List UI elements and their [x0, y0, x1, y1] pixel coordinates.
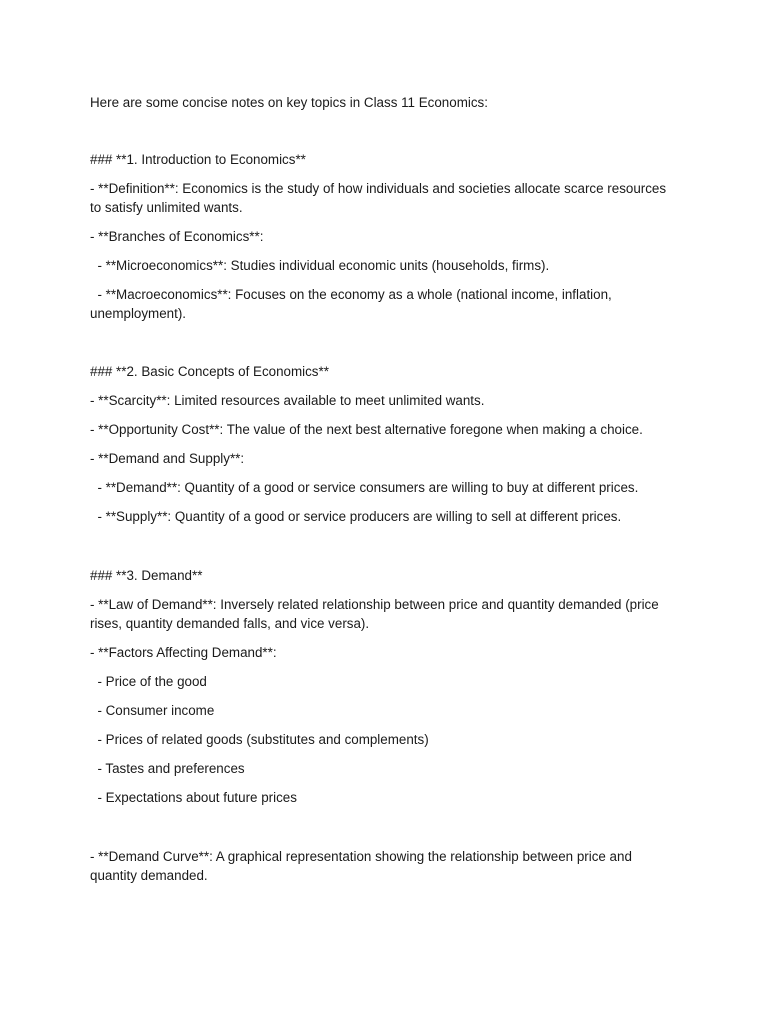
factor-item: - Expectations about future prices: [90, 790, 297, 805]
demand-item: - **Demand**: Quantity of a good or service consumers are willing to buy at different prices.: [90, 480, 639, 495]
factor-item: - Consumer income: [90, 703, 215, 718]
section-3-heading: ### **3. Demand**: [90, 568, 203, 583]
intro-text: Here are some concise notes on key topics in Class 11 Economics:: [90, 95, 488, 110]
opportunity-cost-item: - **Opportunity Cost**: The value of the next best alternative foregone when making a choice.: [90, 422, 643, 437]
microeconomics-item: - **Microeconomics**: Studies individual economic units (households, firms).: [90, 258, 550, 273]
section-1-heading: ### **1. Introduction to Economics**: [90, 152, 306, 167]
section-2-heading: ### **2. Basic Concepts of Economics**: [90, 364, 329, 379]
law-of-demand-item: - **Law of Demand**: Inversely related relationship between price and quantity demanded (price rises, quantity demanded falls, and vice versa).: [90, 597, 663, 631]
definition-item: - **Definition**: Economics is the study of how individuals and societies allocate scarce resources to satisfy unlimited wants.: [90, 181, 670, 215]
factor-item: - Prices of related goods (substitutes and complements): [90, 732, 429, 747]
demand-and-supply-item: - **Demand and Supply**:: [90, 451, 245, 466]
factors-affecting-demand-item: - **Factors Affecting Demand**:: [90, 645, 277, 660]
supply-item: - **Supply**: Quantity of a good or service producers are willing to sell at different prices.: [90, 509, 622, 524]
demand-curve-item: - **Demand Curve**: A graphical representation showing the relationship between price and quantity demanded.: [90, 849, 636, 883]
macroeconomics-item: - **Macroeconomics**: Focuses on the economy as a whole (national income, inflation, unemployment).: [90, 287, 616, 321]
factor-item: - Price of the good: [90, 674, 207, 689]
branches-item: - **Branches of Economics**:: [90, 229, 264, 244]
factor-item: - Tastes and preferences: [90, 761, 245, 776]
scarcity-item: - **Scarcity**: Limited resources available to meet unlimited wants.: [90, 393, 485, 408]
